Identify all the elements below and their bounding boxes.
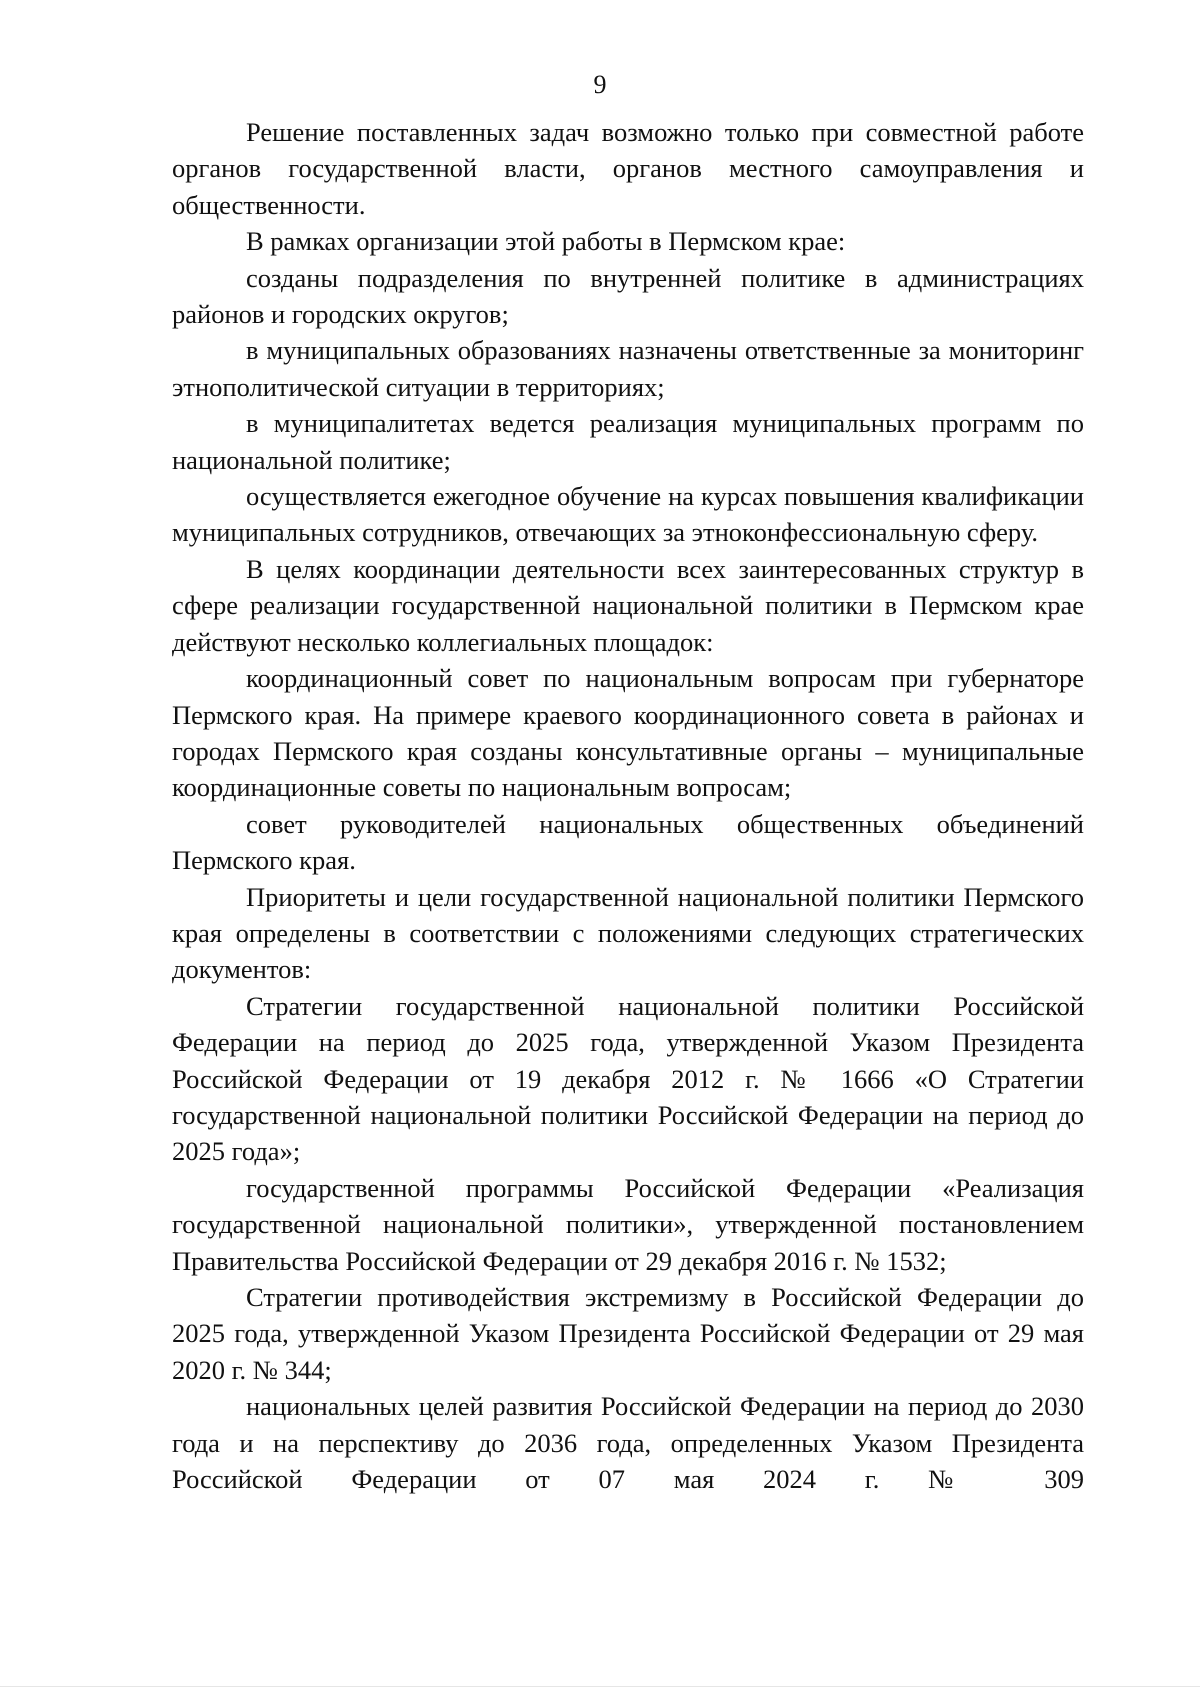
document-body xyxy=(172,114,1084,1497)
paragraph-coordination-council: координационный совет по национальным вопросам при губернаторе Пермского края. На примере краевого координационного совета в районах и городах Пермского края созданы консультативные органы – муниципальные координационные советы по национальным вопросам; xyxy=(172,663,1084,803)
paragraph-organization-intro: В рамках организации этой работы в Пермском крае: xyxy=(246,226,846,257)
paragraph-coordination-platforms: В целях координации деятельности всех заинтересованных структур в сфере реализации государственной национальной политики в Пермском крае действуют несколько коллегиальных площадок: xyxy=(172,553,1084,657)
paragraph-national-goals: национальных целей развития Российской Федерации на период до 2030 года и на перспективу до 2036 года, определенных Указом Президента Российской Федерации от 07 мая 2024 г. № 309 xyxy=(172,1391,1084,1495)
paragraph-leaders-council: совет руководителей национальных общественных объединений Пермского края. xyxy=(172,808,1084,876)
paragraph-municipal-programs: в муниципалитетах ведется реализация муниципальных программ по национальной политике; xyxy=(172,408,1084,475)
paragraph-joint-work: Решение поставленных задач возможно только при совместной работе органов государственной власти, органов местного самоуправления и общественности. xyxy=(172,117,1084,220)
paragraph-national-policy-strategy: Стратегии государственной национальной политики Российской Федерации на период до 2025 года, утвержденной Указом Президента Российской Федерации от 19 декабря 2012 г. № 1666 «О Стратегии государственной национальной политики Российской Федерации на период до 2025 года»; xyxy=(172,990,1084,1167)
paragraph-divisions-created: созданы подразделения по внутренней политике в администрациях районов и городских округов; xyxy=(172,262,1084,330)
paragraph-annual-training: осуществляется ежегодное обучение на курсах повышения квалификации муниципальных сотрудников, отвечающих за этноконфессиональную сферу. xyxy=(172,481,1084,548)
scan-bottom-edge xyxy=(0,1686,1200,1687)
paragraph-state-program: государственной программы Российской Федерации «Реализация государственной национальной политики», утвержденной постановлением Правительства Российской Федерации от 29 декабря 2016 г. № 1532; xyxy=(172,1172,1084,1276)
page-number: 9 xyxy=(593,70,607,99)
paragraph-anti-extremism-strategy: Стратегии противодействия экстремизму в Российской Федерации до 2025 года, утвержденной Указом Президента Российской Федерации от 29 мая 2020 г. № 344; xyxy=(172,1282,1084,1385)
paragraph-responsible-appointed: в муниципальных образованиях назначены ответственные за мониторинг этнополитической ситуации в территориях; xyxy=(172,335,1084,402)
paragraph-priorities: Приоритеты и цели государственной национальной политики Пермского края определены в соответствии с положениями следующих стратегических документов: xyxy=(172,881,1084,985)
